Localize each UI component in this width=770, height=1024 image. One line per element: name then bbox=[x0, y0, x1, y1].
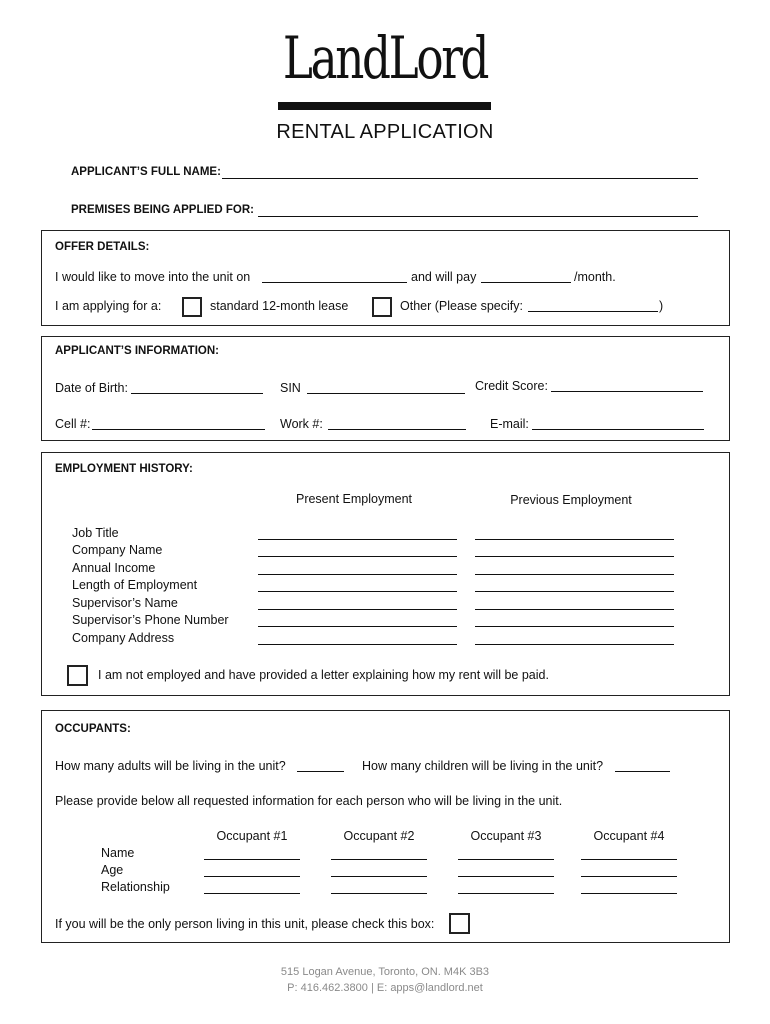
cell-label: Cell #: bbox=[55, 417, 91, 431]
occupants-heading: OCCUPANTS: bbox=[55, 723, 131, 735]
email-field[interactable] bbox=[532, 429, 704, 430]
present-employment-header: Present Employment bbox=[295, 492, 413, 506]
other-lease-specify-field[interactable] bbox=[528, 311, 658, 312]
only-person-text: If you will be the only person living in this unit, please check this box: bbox=[55, 917, 435, 931]
present-company-address-field[interactable] bbox=[258, 644, 457, 645]
occupant-row-label: Age bbox=[101, 863, 124, 877]
occupant1-name-field[interactable] bbox=[204, 859, 300, 860]
present-supervisor-field[interactable] bbox=[258, 609, 457, 610]
standard-lease-checkbox[interactable] bbox=[182, 297, 202, 317]
previous-job-title-field[interactable] bbox=[475, 539, 674, 540]
sin-field[interactable] bbox=[307, 393, 465, 394]
previous-company-address-field[interactable] bbox=[475, 644, 674, 645]
credit-score-field[interactable] bbox=[551, 391, 703, 392]
row-label: Supervisor’s Phone Number bbox=[72, 613, 229, 627]
not-employed-checkbox[interactable] bbox=[67, 665, 88, 686]
previous-employment-header: Previous Employment bbox=[510, 493, 632, 507]
pay-text: and will pay bbox=[411, 270, 477, 284]
occupant-column-header: Occupant #2 bbox=[343, 829, 415, 843]
occupant-row-label: Relationship bbox=[101, 880, 170, 894]
present-annual-income-field[interactable] bbox=[258, 574, 457, 575]
occupant2-name-field[interactable] bbox=[331, 859, 427, 860]
present-job-title-field[interactable] bbox=[258, 539, 457, 540]
occupant2-age-field[interactable] bbox=[331, 876, 427, 877]
email-label: E-mail: bbox=[490, 417, 529, 431]
not-employed-text: I am not employed and have provided a letter explaining how my rent will be paid. bbox=[98, 668, 549, 682]
adults-count-field[interactable] bbox=[297, 771, 344, 772]
employment-heading: EMPLOYMENT HISTORY: bbox=[55, 463, 193, 475]
move-in-date-field[interactable] bbox=[262, 282, 407, 283]
occupants-instruction: Please provide below all requested information for each person who will be living in the unit. bbox=[55, 794, 563, 808]
full-name-field[interactable] bbox=[222, 178, 698, 179]
previous-supervisor-phone-field[interactable] bbox=[475, 626, 674, 627]
occupant-column-header: Occupant #4 bbox=[593, 829, 665, 843]
only-person-checkbox[interactable] bbox=[449, 913, 470, 934]
previous-annual-income-field[interactable] bbox=[475, 574, 674, 575]
rent-amount-field[interactable] bbox=[481, 282, 571, 283]
per-month-text: /month. bbox=[574, 270, 616, 284]
occupant3-age-field[interactable] bbox=[458, 876, 554, 877]
page-title: RENTAL APPLICATION bbox=[276, 121, 494, 143]
footer-address: 515 Logan Avenue, Toronto, ON. M4K 3B3 bbox=[280, 966, 490, 978]
present-supervisor-phone-field[interactable] bbox=[258, 626, 457, 627]
other-lease-label: Other (Please specify: bbox=[400, 299, 523, 313]
offer-details-heading: OFFER DETAILS: bbox=[55, 241, 150, 253]
children-question: How many children will be living in the unit? bbox=[362, 759, 604, 773]
landlord-logo: LandLord bbox=[282, 24, 488, 92]
occupant4-relationship-field[interactable] bbox=[581, 893, 677, 894]
premises-field[interactable] bbox=[258, 216, 698, 217]
dob-field[interactable] bbox=[131, 393, 263, 394]
row-label: Length of Employment bbox=[72, 578, 198, 592]
work-label: Work #: bbox=[280, 417, 323, 431]
previous-length-field[interactable] bbox=[475, 591, 674, 592]
footer-contact: P: 416.462.3800 | E: apps@landlord.net bbox=[287, 982, 483, 994]
move-in-text: I would like to move into the unit on bbox=[55, 270, 251, 284]
row-label: Company Address bbox=[72, 631, 175, 645]
occupant3-relationship-field[interactable] bbox=[458, 893, 554, 894]
occupant1-relationship-field[interactable] bbox=[204, 893, 300, 894]
premises-label: PREMISES BEING APPLIED FOR: bbox=[71, 204, 254, 216]
applying-for-label: I am applying for a: bbox=[55, 299, 162, 313]
other-lease-checkbox[interactable] bbox=[372, 297, 392, 317]
work-field[interactable] bbox=[328, 429, 466, 430]
previous-company-name-field[interactable] bbox=[475, 556, 674, 557]
credit-score-label: Credit Score: bbox=[475, 379, 548, 393]
adults-question: How many adults will be living in the unit? bbox=[55, 759, 286, 773]
occupant1-age-field[interactable] bbox=[204, 876, 300, 877]
present-length-field[interactable] bbox=[258, 591, 457, 592]
dob-label: Date of Birth: bbox=[55, 381, 128, 395]
occupant4-age-field[interactable] bbox=[581, 876, 677, 877]
cell-field[interactable] bbox=[92, 429, 265, 430]
sin-label: SIN bbox=[280, 381, 301, 395]
row-label: Annual Income bbox=[72, 561, 156, 575]
occupant3-name-field[interactable] bbox=[458, 859, 554, 860]
children-count-field[interactable] bbox=[615, 771, 670, 772]
other-lease-close: ) bbox=[659, 299, 664, 313]
occupants-section bbox=[41, 710, 730, 943]
previous-supervisor-field[interactable] bbox=[475, 609, 674, 610]
occupant-column-header: Occupant #3 bbox=[470, 829, 542, 843]
occupant2-relationship-field[interactable] bbox=[331, 893, 427, 894]
present-company-name-field[interactable] bbox=[258, 556, 457, 557]
full-name-label: APPLICANT’S FULL NAME: bbox=[71, 166, 221, 178]
occupant-row-label: Name bbox=[101, 846, 135, 860]
row-label: Job Title bbox=[72, 526, 119, 540]
occupant4-name-field[interactable] bbox=[581, 859, 677, 860]
standard-lease-label: standard 12-month lease bbox=[210, 299, 349, 313]
row-label: Supervisor’s Name bbox=[72, 596, 178, 610]
occupant-column-header: Occupant #1 bbox=[216, 829, 288, 843]
applicant-info-heading: APPLICANT’S INFORMATION: bbox=[55, 345, 219, 357]
logo-underline bbox=[278, 102, 491, 110]
row-label: Company Name bbox=[72, 543, 163, 557]
